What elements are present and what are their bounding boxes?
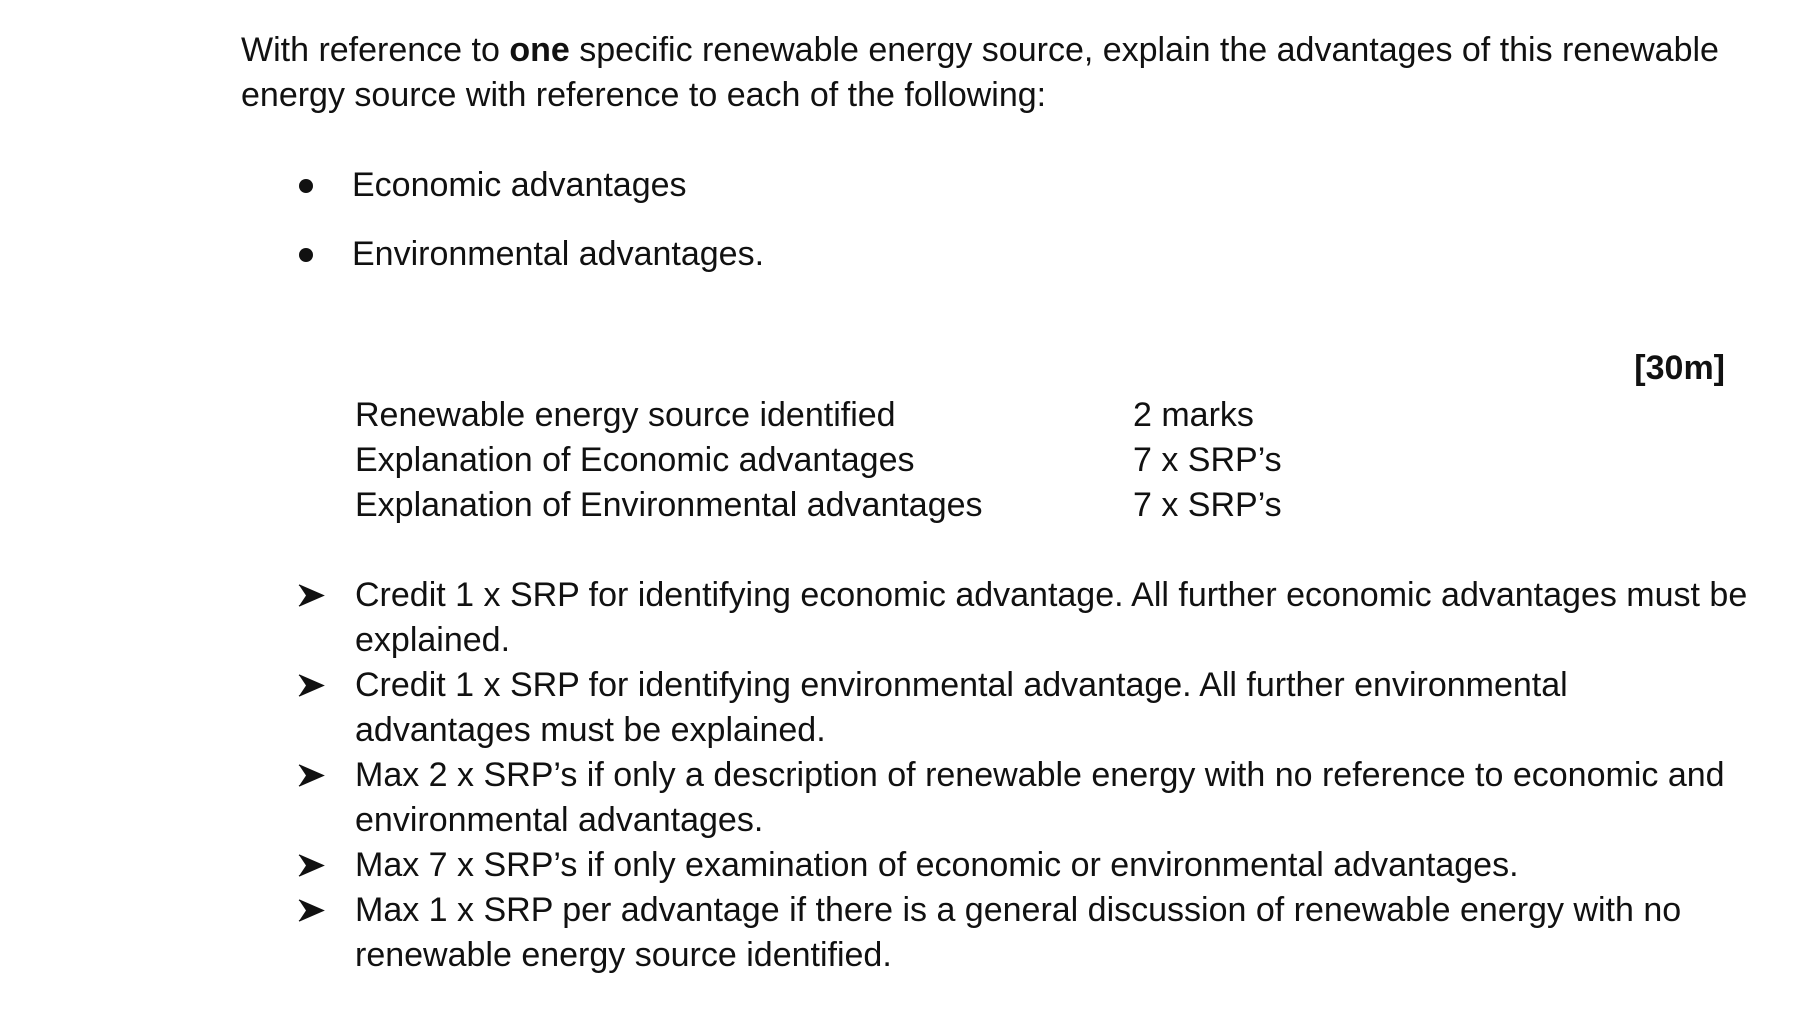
question-intro-emphasis: one: [509, 31, 570, 69]
arrowhead-bullet-icon: [297, 573, 325, 618]
marking-scheme-label: Explanation of Environmental advantages: [355, 486, 983, 524]
marking-note-text: Credit 1 x SRP for identifying economic advantage. All further economic advantages must be explained.: [355, 576, 1748, 659]
bullet-dot-icon: [299, 248, 313, 262]
bullet-label: Environmental advantages.: [352, 235, 765, 273]
marking-scheme-row: [355, 393, 1355, 438]
marking-scheme-value: 7 x SRP’s: [1133, 486, 1282, 524]
total-marks: [30m]: [1634, 349, 1725, 387]
marking-scheme-row: [355, 483, 1355, 528]
question-text: [241, 28, 1721, 118]
question-intro-before: With reference to: [241, 31, 510, 69]
arrowhead-bullet-icon: [297, 663, 325, 708]
marking-scheme-label: Explanation of Economic advantages: [355, 441, 915, 479]
bullet-dot-icon: [299, 179, 313, 193]
marking-scheme-label: Renewable energy source identified: [355, 396, 896, 434]
arrowhead-bullet-icon: [297, 888, 325, 933]
marking-scheme-row: [355, 438, 1355, 483]
marking-note-text: Max 1 x SRP per advantage if there is a general discussion of renewable energy with no renewable energy source identified.: [355, 891, 1682, 974]
marking-scheme-value: 2 marks: [1133, 396, 1254, 434]
marking-note-text: Max 2 x SRP’s if only a description of renewable energy with no reference to economic and environmental advantages.: [355, 756, 1725, 839]
arrowhead-bullet-icon: [297, 753, 325, 798]
marking-note-text: Max 7 x SRP’s if only examination of economic or environmental advantages.: [355, 846, 1519, 884]
question-intro-after: specific renewable energy source, explain the advantages of this renewable energy source with reference to each of the following:: [241, 31, 1719, 114]
bullet-label: Economic advantages: [352, 166, 687, 204]
arrowhead-bullet-icon: [297, 843, 325, 888]
marking-note-text: Credit 1 x SRP for identifying environmental advantage. All further environmental advantages must be explained.: [355, 666, 1568, 749]
marking-scheme-value: 7 x SRP’s: [1133, 441, 1282, 479]
marking-scheme: [355, 393, 1355, 528]
